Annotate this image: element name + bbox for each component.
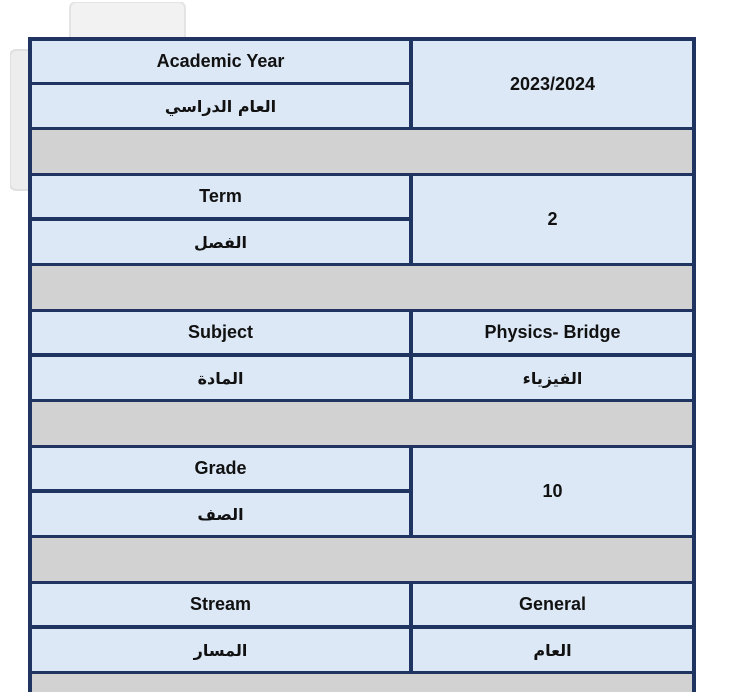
stream-label-en: Stream: [32, 584, 409, 625]
stream-value-en: General: [413, 584, 692, 625]
subject-label-en: Subject: [32, 312, 409, 353]
grade-label-en: Grade: [32, 448, 409, 489]
row-separator: [32, 538, 692, 581]
subject-value-en: Physics- Bridge: [413, 312, 692, 353]
info-table: [28, 37, 696, 692]
academic-year-label-ar: العام الدراسي: [32, 85, 409, 127]
stream-label-ar: المسار: [32, 629, 409, 671]
row-separator: [32, 674, 692, 692]
academic-year-label-en: Academic Year: [32, 41, 409, 82]
row-separator: [32, 266, 692, 309]
stream-value-ar: العام: [413, 629, 692, 671]
subject-label-ar: المادة: [32, 357, 409, 399]
row-separator: [32, 130, 692, 173]
subject-value-ar: الفيزياء: [413, 357, 692, 399]
grade-value: 10: [413, 448, 692, 535]
term-label-en: Term: [32, 176, 409, 217]
academic-year-value: 2023/2024: [413, 41, 692, 127]
row-separator: [32, 402, 692, 445]
term-value: 2: [413, 176, 692, 263]
grade-label-ar: الصف: [32, 493, 409, 535]
term-label-ar: الفصل: [32, 221, 409, 263]
